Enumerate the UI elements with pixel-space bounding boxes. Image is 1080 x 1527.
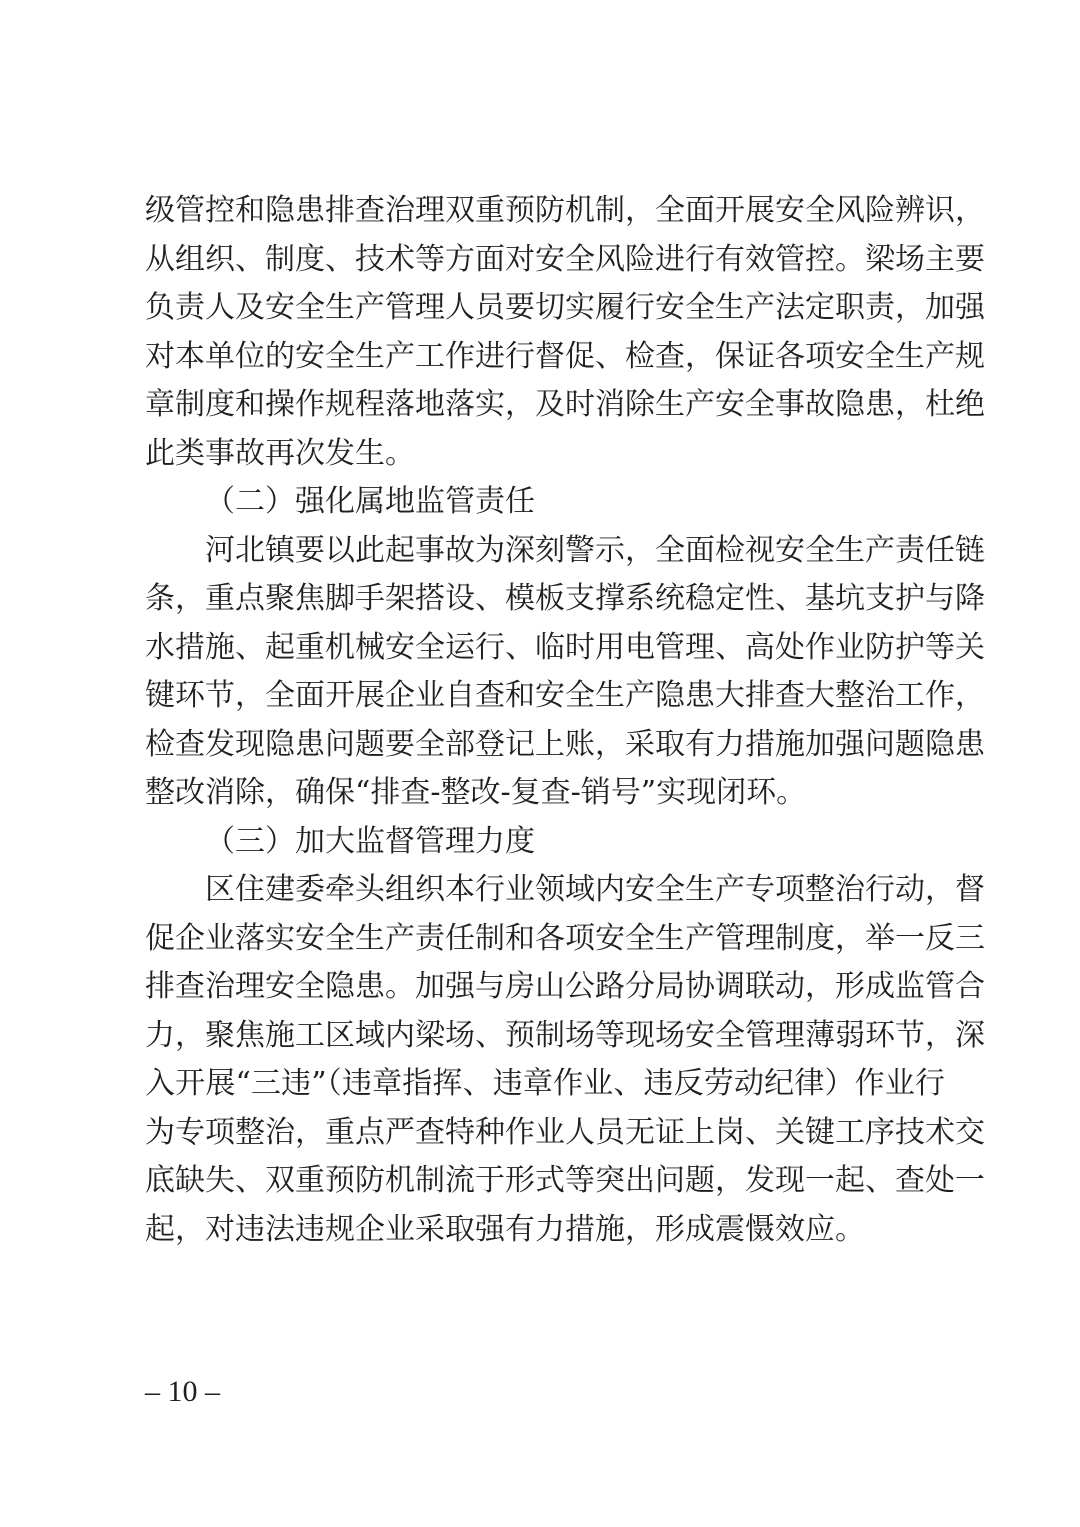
text-line: 级管控和隐患排查治理双重预防机制，全面开展安全风险辨识，	[145, 193, 985, 228]
document-body	[145, 187, 985, 1254]
paragraph-territorial-supervision	[145, 527, 985, 818]
text-line: 从组织、制度、技术等方面对安全风险进行有效管控。梁场主要	[145, 241, 985, 277]
text-line: 负责人及安全生产管理人员要切实履行安全生产法定职责，加强	[145, 290, 985, 325]
text-line: 促企业落实安全生产责任制和各项安全生产管理制度，举一反三	[145, 920, 985, 956]
text-line: 检查发现隐患问题要全部登记上账，采取有力措施加强问题隐患	[145, 726, 985, 762]
text-line: 河北镇要以此起事故为深刻警示，全面检视安全生产责任链	[205, 532, 985, 568]
text-line: 此类事故再次发生。	[145, 435, 415, 471]
text-line: 区住建委牵头组织本行业领域内安全生产专项整治行动，督	[205, 872, 985, 907]
paragraph-supervision-management	[145, 866, 985, 1254]
text-line: 章制度和操作规程落地落实，及时消除生产安全事故隐患，杜绝	[145, 387, 985, 422]
section-heading-2: （二）强化属地监管责任	[205, 484, 535, 519]
text-line: 键环节，全面开展企业自查和安全生产隐患大排查大整治工作，	[145, 678, 985, 713]
section-heading-3: （三）加大监督管理力度	[205, 823, 535, 859]
text-line: 条，重点聚焦脚手架搭设、模板支撑系统稳定性、基坑支护与降	[145, 581, 985, 616]
text-line: 水措施、起重机械安全运行、临时用电管理、高处作业防护等关	[145, 629, 985, 665]
text-line: 力，聚焦施工区域内梁场、预制场等现场安全管理薄弱环节，深	[145, 1017, 985, 1053]
page-number: – 10 –	[145, 1375, 220, 1408]
text-line: 底缺失、双重预防机制流于形式等突出问题，发现一起、查处一	[145, 1163, 985, 1198]
text-line: 入开展“三违”（违章指挥、违章作业、违反劳动纪律）作业行	[145, 1066, 945, 1101]
text-line: 整改消除，确保“排查-整改-复查-销号”实现闭环。	[145, 775, 807, 810]
text-line: 对本单位的安全生产工作进行督促、检查，保证各项安全生产规	[145, 338, 985, 374]
text-line: 起，对违法违规企业采取强有力措施，形成震慑效应。	[145, 1211, 865, 1247]
paragraph-continued	[145, 187, 985, 478]
text-line: 为专项整治，重点严查特种作业人员无证上岗、关键工序技术交	[145, 1114, 985, 1150]
text-line: 排查治理安全隐患。加强与房山公路分局协调联动，形成监管合	[145, 969, 985, 1004]
